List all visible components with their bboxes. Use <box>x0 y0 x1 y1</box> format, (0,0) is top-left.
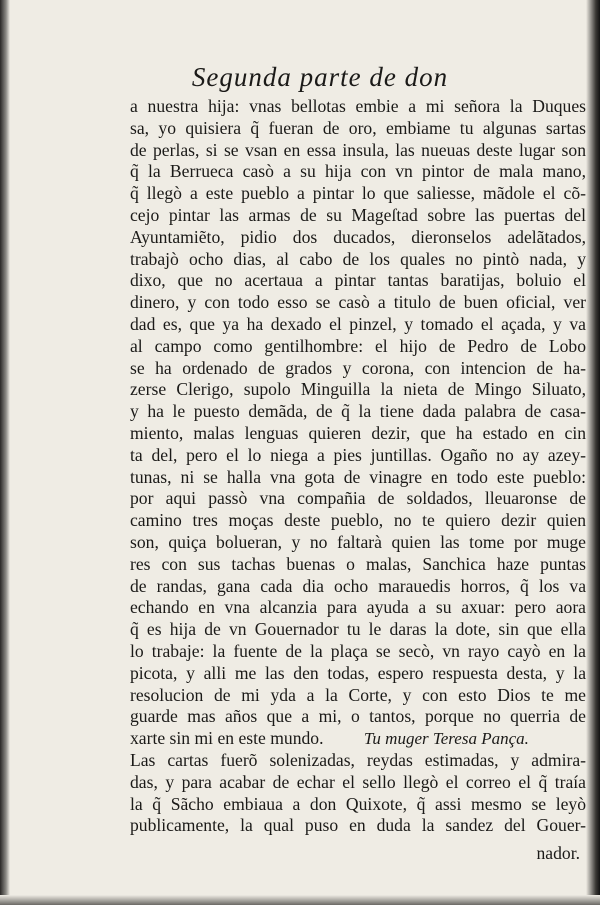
text-line: tunas, ni se halla vna gota de vinagre en todo este pueblo: <box>130 466 586 487</box>
bottom-edge-shadow <box>0 895 600 905</box>
signature: Tu muger Teresa Pança. <box>363 729 529 749</box>
text-line: trabajò ocho dias, al cabo de los quales no pintò nada, y <box>130 248 586 269</box>
text-line: echando en vna alcanzia para ayuda a su axuar: pero aora <box>130 597 586 618</box>
text-line: Ayuntamiẽto, pidio dos ducados, dieronselos adelãtados, <box>130 226 586 247</box>
letter-closing-line <box>130 728 586 750</box>
running-header: Segunda parte de don <box>191 62 449 92</box>
text-line: ta del, pero el lo niega a pies juntillas. Ogaño no ay azey- <box>130 444 586 465</box>
text-line: a nuestra hija: vnas bellotas embie a mi señora la Duques <box>130 96 586 116</box>
text-line: res con sus tachas buenas o malas, Sanchica haze puntas <box>130 553 586 574</box>
text-line: dinero, y con todo esso se casò a titulo de buen oficial, ver <box>130 292 586 313</box>
text-line: sa, yo quisiera q̃ fueran de oro, embiame tu algunas sartas <box>130 117 586 138</box>
text-line: dad es, que ya ha dexado el pinzel, y tomado el açada, y va <box>130 313 586 334</box>
text-line: la q̃ Sãcho embiaua a don Quixote, q̃ assi mesmo se leyò <box>130 793 586 814</box>
book-spine-shadow <box>0 0 10 905</box>
text-line: al campo como gentilhombre: el hijo de Pedro de Lobo <box>130 335 586 356</box>
text-line: guarde mas años que a mi, o tantos, porque no querria de <box>130 706 586 727</box>
text-line: publicamente, la qual puso en duda la sandez del Gouer- <box>130 815 586 836</box>
text-line: y ha le puesto demãda, de q̃ la tiene dada palabra de casa- <box>130 401 586 422</box>
text-line: cejo pintar las armas de su Mageſtad sobre las puertas del <box>130 204 586 225</box>
page-edge-shadow <box>586 0 600 905</box>
text-line: resolucion de mi yda a la Corte, y con esto Dios te me <box>130 684 586 705</box>
text-line: se ha ordenado de grados y corona, con intencion de ha- <box>130 357 586 378</box>
catchword: nador. <box>536 843 580 863</box>
text-line: q̃ es hija de vn Gouernador tu le daras la dote, sin que ella <box>130 619 586 640</box>
text-line: dixo, que no acertaua a pintar tantas baratijas, boluio el <box>130 270 586 291</box>
text-line: camino tres moças deste pueblo, no te quiero dezir quien <box>130 510 586 531</box>
text-line: de perlas, si se vsan en essa insula, las nueuas deste lugar son <box>130 139 586 160</box>
text-line: das, y para acabar de echar el sello llegò el correo el q̃ traía <box>130 771 586 792</box>
body-text <box>130 96 586 837</box>
text-line: miento, malas lenguas quieren dezir, que ha estado en cin <box>130 422 586 443</box>
text-line: q̃ la Berrueca casò a su hija con vn pintor de mala mano, <box>130 161 586 182</box>
text-line: son, quiça bolueran, y no faltarà quien las tome por muge <box>130 531 586 552</box>
text-line: zerse Clerigo, supolo Minguilla la nieta de Mingo Siluato, <box>130 379 586 400</box>
text-line: Las cartas fuerõ solenizadas, reydas estimadas, y admira- <box>130 749 586 770</box>
closing-text: xarte sin mi en este mundo. <box>130 728 324 749</box>
text-line: de randas, gana cada dia ocho marauedis horros, q̃ los va <box>130 575 586 596</box>
text-line: lo trabaje: la fuente de la plaça se secò, vn rayo cayò en la <box>130 640 586 661</box>
text-line: por aqui passò vna compañia de soldados, lleuaronse de <box>130 488 586 509</box>
text-line: q̃ llegò a este pueblo a pintar lo que saliesse, mãdole el cõ- <box>130 183 586 204</box>
text-line: picota, y alli me las den todas, espero respuesta desta, y la <box>130 662 586 683</box>
